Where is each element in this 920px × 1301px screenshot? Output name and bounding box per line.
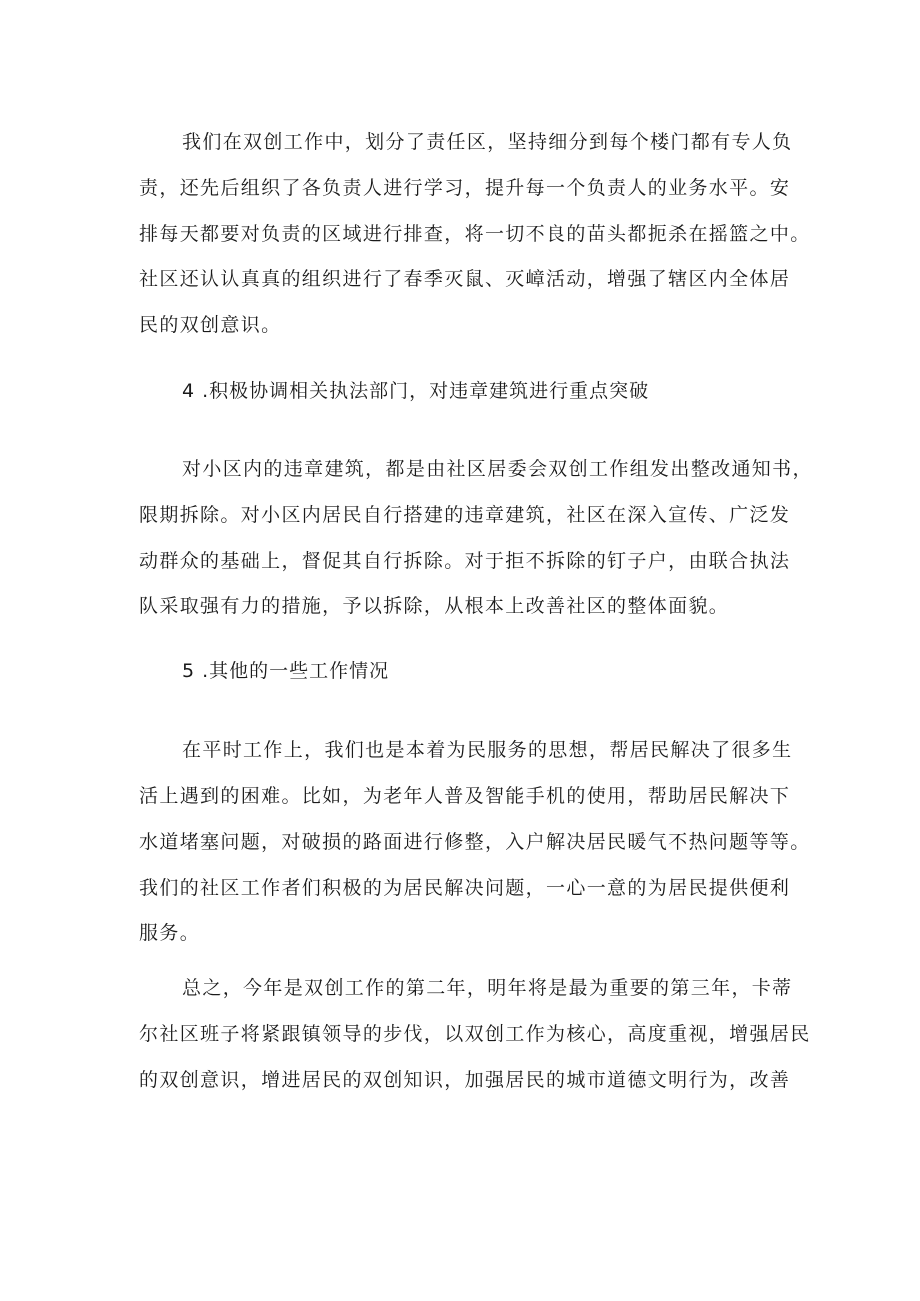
paragraph-1-line-3: 排每天都要对负责的区域进行排查，将一切不良的苗头都扼杀在摇篮之中。 <box>139 223 811 245</box>
paragraph-2-line-2: 限期拆除。对小区内居民自行搭建的违章建筑，社区在深入宣传、广泛发 <box>139 504 791 526</box>
paragraph-3-line-5: 服务。 <box>139 922 201 944</box>
paragraph-4-line-3: 的双创意识，增进居民的双创知识，加强居民的城市道德文明行为，改善 <box>139 1069 791 1091</box>
paragraph-2-line-3: 动群众的基础上，督促其自行拆除。对于拒不拆除的钉子户，由联合执法 <box>139 550 791 572</box>
paragraph-2-line-1: 对小区内的违章建筑，都是由社区居委会双创工作组发出整改通知书， <box>182 458 813 480</box>
paragraph-3-line-4: 我们的社区工作者们积极的为居民解决问题，一心一意的为居民提供便利 <box>139 877 791 899</box>
paragraph-1-line-1: 我们在双创工作中，划分了责任区，坚持细分到每个楼门都有专人负 <box>182 131 793 153</box>
paragraph-4-line-2: 尔社区班子将紧跟镇领导的步伐，以双创工作为核心，高度重视，增强居民 <box>139 1023 811 1045</box>
paragraph-3-line-1: 在平时工作上，我们也是本着为民服务的思想，帮居民解决了很多生 <box>182 739 793 761</box>
paragraph-1-line-5: 民的双创意识。 <box>139 314 282 336</box>
paragraph-4-line-1: 总之，今年是双创工作的第二年，明年将是最为重要的第三年，卡蒂 <box>182 977 793 999</box>
paragraph-1-line-4: 社区还认认真真的组织进行了春季灭鼠、灭嶂活动，增强了辖区内全体居 <box>139 268 791 290</box>
section-heading-4: 4 .积极协调相关执法部门，对违章建筑进行重点突破 <box>182 380 650 402</box>
paragraph-2-line-4: 队采取强有力的措施，予以拆除，从根本上改善社区的整体面貌。 <box>139 595 730 617</box>
paragraph-3-line-3: 水道堵塞问题，对破损的路面进行修整，入户解决居民暖气不热问题等等。 <box>139 831 811 853</box>
paragraph-3-line-2: 活上遇到的困难。比如，为老年人普及智能手机的使用，帮助居民解决下 <box>139 785 791 807</box>
paragraph-1-line-2: 责，还先后组织了各负责人进行学习，提升每一个负责人的业务水平。安 <box>139 177 791 199</box>
section-heading-5: 5 .其他的一些工作情况 <box>182 660 390 682</box>
